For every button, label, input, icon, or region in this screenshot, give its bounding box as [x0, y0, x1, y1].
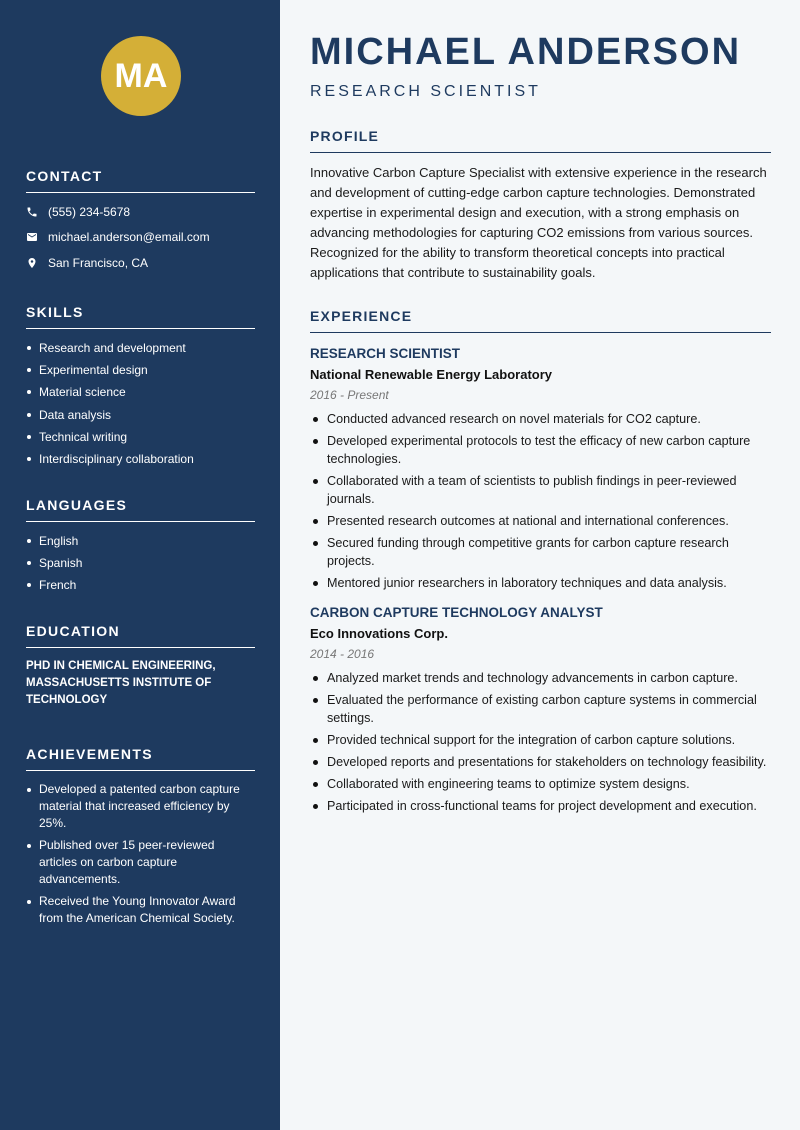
languages-list [26, 530, 255, 597]
skills-heading: SKILLS [26, 304, 255, 329]
job-company: Eco Innovations Corp. [310, 626, 448, 641]
job-bullet: Collaborated with engineering teams to optimize system designs. [310, 775, 771, 793]
languages-heading: LANGUAGES [26, 497, 255, 522]
job-bullet: Participated in cross-functional teams for project development and execution. [310, 797, 771, 815]
education-entry: PHD IN CHEMICAL ENGINEERING, MASSACHUSETTS INSTITUTE OF TECHNOLOGY [26, 660, 216, 706]
contact-section [26, 168, 255, 276]
contact-email [26, 225, 255, 251]
skill-item: Data analysis [26, 404, 255, 426]
job-bullets [310, 669, 771, 815]
job-bullet: Provided technical support for the integration of carbon capture solutions. [310, 731, 771, 749]
achievements-list [26, 781, 255, 927]
job-bullet: Analyzed market trends and technology advancements in carbon capture. [310, 669, 771, 687]
language-item: Spanish [26, 552, 255, 574]
job-dates: 2014 - 2016 [310, 647, 375, 661]
achievements-heading: ACHIEVEMENTS [26, 746, 255, 771]
education-heading: EDUCATION [26, 623, 255, 648]
achievement-item: Received the Young Innovator Award from the American Chemical Society. [26, 893, 255, 927]
email-text[interactable]: michael.anderson@email.com [48, 230, 210, 245]
location-text: San Francisco, CA [48, 255, 149, 270]
phone-text: (555) 234-5678 [48, 204, 131, 219]
experience-heading: EXPERIENCE [310, 308, 771, 333]
job-entry [310, 346, 771, 592]
contact-location [26, 250, 255, 276]
job-title: RESEARCH SCIENTIST [310, 346, 461, 361]
job-dates: 2016 - Present [310, 388, 389, 402]
job-bullet: Developed reports and presentations for stakeholders on technology feasibility. [310, 753, 771, 771]
job-company: National Renewable Energy Laboratory [310, 367, 553, 382]
languages-section [26, 497, 255, 597]
profile-text: Innovative Carbon Capture Specialist with extensive experience in the research and development of cutting-edge carbon capture technologies. Demonstrated expertise in experimental design and execution, with a strong emphasis on advancing methodologies for capturing CO2 emissions from various sources. Recognized for the ability to transform theoretical concepts into practical applications that contribute to sustainability goals. [310, 165, 767, 280]
job-bullet: Developed experimental protocols to test the efficacy of new carbon capture technologies. [310, 432, 771, 468]
location-pin-icon [26, 257, 48, 269]
job-bullet: Collaborated with a team of scientists to publish findings in peer-reviewed journals. [310, 472, 771, 508]
education-section [26, 623, 255, 709]
skill-item: Research and development [26, 337, 255, 359]
skills-list [26, 337, 255, 470]
skill-item: Technical writing [26, 426, 255, 448]
candidate-title: RESEARCH SCIENTIST [310, 83, 541, 100]
job-bullet: Presented research outcomes at national and international conferences. [310, 512, 771, 530]
skills-section [26, 304, 255, 470]
candidate-name: MICHAEL ANDERSON [310, 31, 742, 73]
job-bullet: Mentored junior researchers in laboratory techniques and data analysis. [310, 574, 771, 592]
job-title: CARBON CAPTURE TECHNOLOGY ANALYST [310, 605, 603, 620]
language-item: English [26, 530, 255, 552]
job-entry [310, 605, 771, 815]
skill-item: Material science [26, 381, 255, 403]
achievements-section [26, 746, 255, 932]
job-bullet: Conducted advanced research on novel materials for CO2 capture. [310, 410, 771, 428]
sidebar [0, 0, 280, 1130]
skill-item: Interdisciplinary collaboration [26, 448, 255, 470]
experience-section [310, 308, 771, 819]
achievement-item: Developed a patented carbon capture material that increased efficiency by 25%. [26, 781, 255, 832]
skill-item: Experimental design [26, 359, 255, 381]
language-item: French [26, 574, 255, 596]
achievement-item: Published over 15 peer-reviewed articles on carbon capture advancements. [26, 837, 255, 888]
profile-heading: PROFILE [310, 128, 771, 153]
avatar: MA [101, 36, 181, 116]
profile-section [310, 128, 771, 283]
job-bullet: Evaluated the performance of existing carbon capture systems in commercial settings. [310, 691, 771, 727]
job-bullets [310, 410, 771, 592]
phone-icon [26, 206, 48, 218]
email-icon [26, 231, 48, 243]
contact-heading: CONTACT [26, 168, 255, 193]
job-bullet: Secured funding through competitive grants for carbon capture research projects. [310, 534, 771, 570]
contact-phone [26, 199, 255, 225]
